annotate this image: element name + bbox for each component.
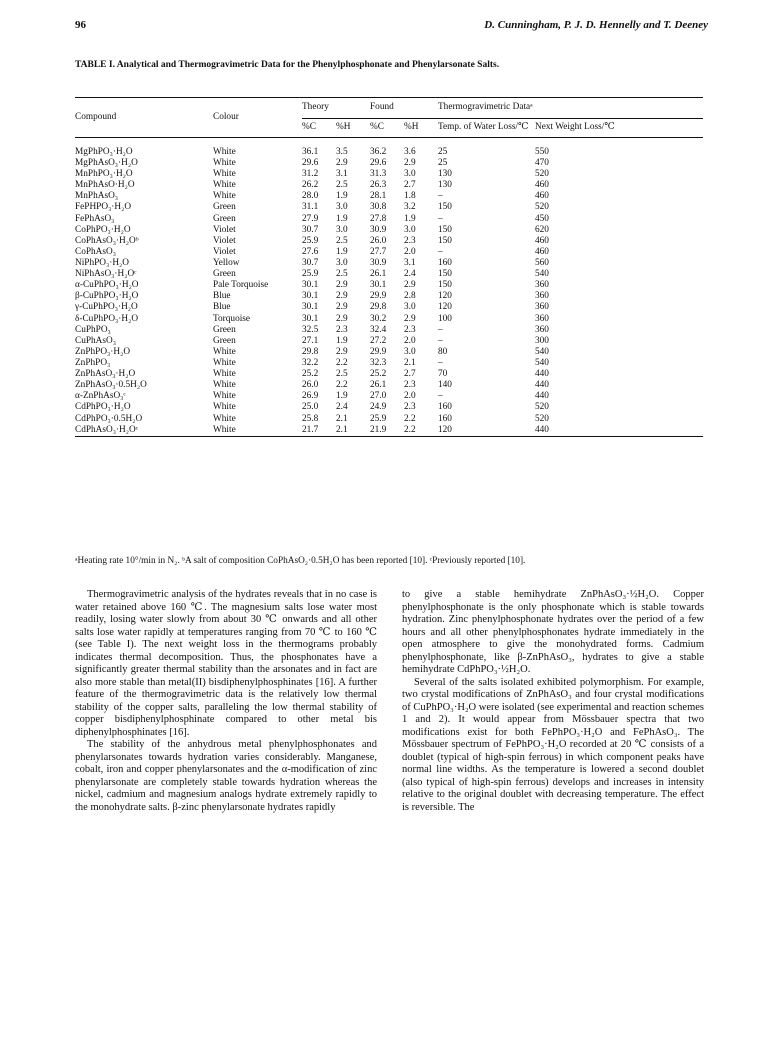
cell-compound: ZnPhAsO₃·H₂O: [75, 369, 136, 380]
cell-found-c: 30.8: [370, 202, 387, 213]
cell-compound: ZnPhAsO₃·0.5H₂O: [75, 380, 147, 391]
table-row: [75, 169, 703, 180]
cell-colour: Violet: [213, 235, 236, 246]
cell-water-temp: 120: [438, 425, 529, 437]
cell-found-c: 26.1: [370, 380, 387, 391]
cell-next-weight: 440: [535, 380, 549, 391]
cell-next-weight: 460: [535, 246, 549, 257]
table-row: [75, 247, 703, 258]
cell-theory-h: 2.9: [336, 346, 348, 357]
cell-found-h: 2.8: [404, 291, 416, 302]
cell-theory-h: 2.9: [336, 313, 348, 324]
cell-water-temp: 140: [438, 380, 452, 391]
body-paragraph: to give a stable hemihydrate ZnPhAsO₃·½H₂O. Copper phenylphosphonate is the only phosphonate which is stable towards hydration. Zinc phenylphosphonate hydrates over the period of a few hours and all other phenylphosphonates hydrate immediately in the open atmosphere to give the monohydrated forms. Cadmium phenylphosphonate, like β-ZnPhAsO₃, hydrates to give a stable hemihydrate CdPhPO₃·½H₂O.: [402, 589, 704, 675]
cell-compound: MnPhPO₃·H₂O: [75, 169, 133, 180]
table-footnote: ᵃHeating rate 10°/min in N₂. ᵇA salt of composition CoPhAsO₂·0.5H₂O has been reported [10]. ᶜPreviously reported [10].: [75, 556, 526, 566]
cell-next-weight: 360: [535, 291, 549, 302]
body-column-left: [75, 589, 377, 814]
cell-found-h: 3.6: [404, 146, 416, 157]
table-row: [75, 291, 703, 302]
cell-next-weight: 300: [535, 335, 549, 346]
cell-next-weight: 460: [535, 235, 549, 246]
cell-theory-h: 2.9: [336, 280, 348, 291]
cell-colour: White: [213, 158, 236, 169]
cell-colour: Violet: [213, 246, 236, 257]
table-row: [75, 414, 703, 425]
table-row: [75, 269, 703, 280]
cell-found-h: 1.8: [404, 191, 416, 202]
cell-water-temp: 150: [438, 235, 452, 246]
cell-theory-h: 3.0: [336, 258, 348, 268]
cell-found-h: 2.3: [404, 324, 416, 335]
cell-next-weight: 520: [535, 413, 549, 424]
cell-found-h: 2.1: [404, 357, 416, 368]
cell-compound: α-CuPhPO₃·H₂O: [75, 280, 139, 291]
table-row: [75, 236, 703, 247]
cell-theory-c: 25.9: [302, 235, 319, 246]
table-row: [75, 391, 703, 402]
cell-theory-h: 2.9: [336, 291, 348, 302]
col-header-found-h: %H: [404, 119, 438, 138]
cell-found-c: 27.2: [370, 335, 387, 346]
cell-compound: NiPhPO₃·H₂O: [75, 258, 130, 268]
cell-next-weight: 520: [535, 202, 549, 213]
data-table: [75, 97, 703, 437]
table-row: [75, 380, 703, 391]
cell-compound: α-ZnPhAsO₃ᶜ: [75, 391, 126, 402]
cell-water-temp: –: [438, 246, 443, 257]
table-row: [75, 180, 703, 191]
cell-colour: White: [213, 146, 236, 157]
table-row: [75, 358, 703, 369]
cell-theory-h: 3.0: [336, 202, 348, 213]
cell-theory-c: 30.7: [302, 258, 319, 268]
cell-theory-h: 2.9: [336, 302, 348, 313]
cell-water-temp: 150: [438, 269, 452, 280]
table-row: [75, 214, 703, 225]
cell-colour: White: [213, 402, 236, 413]
table-row: [75, 225, 703, 236]
table-row: [75, 369, 703, 380]
cell-theory-h: 1.9: [336, 191, 348, 202]
cell-water-temp: 160: [438, 402, 452, 413]
page-header: [75, 16, 708, 36]
cell-found-h: 2.3: [404, 402, 416, 413]
cell-colour: Yellow: [213, 258, 240, 268]
cell-water-temp: –: [438, 213, 443, 224]
cell-next-weight: 440: [535, 391, 549, 402]
table-row: [75, 158, 703, 169]
cell-water-temp: 160: [438, 258, 452, 268]
cell-theory-c: 27.1: [302, 335, 319, 346]
col-header-water-temp: Temp. of Water Loss/℃: [438, 119, 529, 138]
cell-next-weight: 440: [535, 369, 549, 380]
cell-theory-c: 30.1: [302, 291, 319, 302]
cell-colour: Blue: [213, 302, 231, 313]
data-table-wrapper: [75, 97, 703, 437]
cell-theory-c: 25.0: [302, 402, 319, 413]
table-row: [75, 325, 703, 336]
cell-colour: White: [213, 357, 236, 368]
cell-water-temp: 130: [438, 180, 452, 191]
cell-theory-h: 2.2: [336, 357, 348, 368]
cell-colour: Green: [213, 324, 236, 335]
page-number: 96: [75, 19, 86, 31]
cell-water-temp: 150: [438, 280, 452, 291]
table-header-row: [75, 98, 703, 119]
cell-compound: CdPhPO₃·0.5H₂O: [75, 413, 143, 424]
cell-theory-c: 27.6: [302, 246, 319, 257]
cell-next-weight: 620: [535, 224, 549, 235]
cell-compound: CdPhPO₃·H₂O: [75, 402, 131, 413]
cell-theory-h: 1.9: [336, 246, 348, 257]
cell-theory-c: 29.6: [302, 158, 319, 169]
cell-colour: Pale Torquoise: [213, 280, 269, 291]
cell-next-weight: 450: [535, 213, 549, 224]
cell-theory-c: 25.8: [302, 413, 319, 424]
cell-water-temp: 120: [438, 291, 452, 302]
cell-found-h: 2.0: [404, 335, 416, 346]
cell-found-h: 2.9: [404, 313, 416, 324]
cell-compound: CdPhAsO₃·H₂Oᶜ: [75, 425, 213, 437]
col-header-compound: Compound: [75, 98, 213, 138]
cell-water-temp: 160: [438, 413, 452, 424]
cell-found-h: 2.3: [404, 380, 416, 391]
cell-theory-h: 1.9: [336, 213, 348, 224]
cell-theory-c: 30.1: [302, 313, 319, 324]
cell-water-temp: 120: [438, 302, 452, 313]
cell-next-weight: 540: [535, 357, 549, 368]
cell-found-c: 27.7: [370, 246, 387, 257]
table-row: [75, 303, 703, 314]
cell-found-h: 2.4: [404, 269, 416, 280]
cell-found-h: 1.9: [404, 213, 416, 224]
cell-colour: White: [213, 169, 236, 180]
body-paragraph: The stability of the anhydrous metal phenylphosphonates and phenylarsonates towards hydration varies considerably. Manganese, cobalt, iron and copper phenylarsonates and the α-modification of zinc phenylarsonate are completely stable towards hydration whereas the nickel, cadmium and magnesium analogs hydrate extremely rapidly to the monohydrate salts. β-zinc phenylarsonate hydrates rapidly: [75, 739, 377, 813]
cell-next-weight: 520: [535, 402, 549, 413]
cell-found-c: 31.3: [370, 169, 387, 180]
cell-next-weight: 360: [535, 302, 549, 313]
cell-found-c: 29.6: [370, 158, 387, 169]
cell-colour: Blue: [213, 291, 231, 302]
cell-found-c: 25.2: [370, 369, 387, 380]
col-header-found-c: %C: [370, 119, 404, 138]
cell-theory-c: 25.9: [302, 269, 319, 280]
cell-found-h: 3.0: [404, 224, 416, 235]
cell-compound: CoPhPO₃·H₂O: [75, 224, 131, 235]
cell-water-temp: –: [438, 357, 443, 368]
cell-theory-c: 30.7: [302, 224, 319, 235]
cell-found-c: 28.1: [370, 191, 387, 202]
cell-compound: CoPhAsO₃: [75, 246, 116, 257]
cell-compound: β-CuPhPO₃·H₂O: [75, 291, 139, 302]
cell-found-h: 2.2: [404, 425, 438, 437]
cell-found-c: 29.8: [370, 302, 387, 313]
table-row: [75, 258, 703, 269]
cell-compound: MnPhAsO·H₂O: [75, 180, 135, 191]
cell-compound: γ-CuPhPO₃·H₂O: [75, 302, 138, 313]
cell-theory-h: 2.1: [336, 413, 348, 424]
cell-found-c: 30.1: [370, 280, 387, 291]
cell-compound: MgPhPO₃·H₂O: [75, 146, 133, 157]
cell-colour: White: [213, 191, 236, 202]
cell-water-temp: 80: [438, 346, 448, 357]
cell-found-c: 30.2: [370, 313, 387, 324]
cell-next-weight: 560: [535, 258, 549, 268]
cell-compound: δ-CuPhPO₃·H₂O: [75, 313, 139, 324]
cell-found-c: 32.3: [370, 357, 387, 368]
cell-colour: White: [213, 413, 236, 424]
cell-next-weight: 550: [535, 146, 549, 157]
cell-theory-c: 36.1: [302, 146, 319, 157]
cell-theory-c: 28.0: [302, 191, 319, 202]
cell-next-weight: 520: [535, 169, 549, 180]
cell-theory-c: 29.8: [302, 346, 319, 357]
table-row: [75, 336, 703, 347]
body-paragraph: Thermogravimetric analysis of the hydrates reveals that in no case is water retained above 160 ℃. The magnesium salts lose water most readily, losing water slowly from about 30 ℃ onwards and all other salts lose water rapidly at temperatures ranging from 70 ℃ to 160 ℃ (see Table I). The next weight loss in the thermograms probably indicates thermal decomposition. Thus, the phosphonates have a significantly greater thermal stability than the arsonates and in fact are also more stable than metal(II) bisdiphenylphosphinates [16]. A further feature of the thermogravimetric data is the relatively low thermal stability of the copper salts, paralleling the low thermal stability of copper bisdiphenylphosphinate compared to other metal bis diphenylphosphinates [16].: [75, 589, 377, 738]
cell-colour: Green: [213, 213, 236, 224]
col-header-colour: Colour: [213, 98, 302, 138]
col-header-theory-c: %C: [302, 119, 336, 138]
cell-water-temp: 150: [438, 224, 452, 235]
cell-theory-c: 31.1: [302, 202, 319, 213]
cell-theory-c: 26.9: [302, 391, 319, 402]
cell-next-weight: 460: [535, 180, 549, 191]
cell-colour: White: [213, 369, 236, 380]
cell-found-h: 3.2: [404, 202, 416, 213]
cell-colour: White: [213, 380, 236, 391]
cell-next-weight: 360: [535, 313, 549, 324]
cell-compound: MnPhAsO₃: [75, 191, 119, 202]
cell-found-c: 30.9: [370, 258, 387, 268]
cell-water-temp: –: [438, 391, 443, 402]
cell-water-temp: 150: [438, 202, 452, 213]
cell-theory-h: 2.5: [336, 369, 348, 380]
cell-found-h: 2.7: [404, 369, 416, 380]
cell-found-h: 2.0: [404, 246, 416, 257]
cell-found-c: 26.3: [370, 180, 387, 191]
cell-water-temp: 130: [438, 169, 452, 180]
cell-water-temp: 25: [438, 158, 448, 169]
cell-colour: Violet: [213, 224, 236, 235]
cell-found-c: 26.0: [370, 235, 387, 246]
cell-water-temp: 25: [438, 146, 448, 157]
cell-found-h: 2.0: [404, 391, 416, 402]
table-row: [75, 280, 703, 291]
cell-compound: ZnPhPO₃: [75, 357, 111, 368]
cell-theory-h: 1.9: [336, 391, 348, 402]
cell-compound: FePhAsO₃: [75, 213, 115, 224]
cell-compound: NiPhAsO₃·H₂Oᶜ: [75, 269, 137, 280]
cell-theory-h: 2.4: [336, 402, 348, 413]
cell-compound: CoPhAsO₃·H₂Oᵇ: [75, 235, 139, 246]
table-row: [75, 191, 703, 202]
cell-water-temp: 100: [438, 313, 452, 324]
body-column-right: [402, 589, 704, 814]
cell-found-c: 32.4: [370, 324, 387, 335]
cell-water-temp: –: [438, 335, 443, 346]
cell-compound: MgPhAsO₃·H₂O: [75, 158, 138, 169]
cell-colour: White: [213, 180, 236, 191]
cell-theory-h: 2.1: [336, 425, 370, 437]
cell-colour: Green: [213, 202, 236, 213]
col-header-theory: Theory: [302, 98, 370, 119]
table-row: [75, 203, 703, 214]
cell-found-h: 2.3: [404, 235, 416, 246]
cell-water-temp: –: [438, 324, 443, 335]
cell-next-weight: 540: [535, 346, 549, 357]
cell-theory-c: 32.5: [302, 324, 319, 335]
table-row: [75, 147, 703, 158]
cell-theory-h: 2.9: [336, 158, 348, 169]
cell-water-temp: –: [438, 191, 443, 202]
cell-theory-h: 3.1: [336, 169, 348, 180]
cell-theory-h: 3.5: [336, 146, 348, 157]
col-header-theory-h: %H: [336, 119, 370, 138]
cell-theory-h: 2.5: [336, 269, 348, 280]
cell-theory-c: 30.1: [302, 302, 319, 313]
cell-found-c: 29.9: [370, 291, 387, 302]
cell-found-h: 3.0: [404, 346, 416, 357]
cell-found-h: 2.9: [404, 280, 416, 291]
table-row: [75, 425, 703, 437]
cell-found-h: 3.1: [404, 258, 416, 268]
cell-found-c: 27.0: [370, 391, 387, 402]
table-row: [75, 403, 703, 414]
cell-found-c: 29.9: [370, 346, 387, 357]
table-row: [75, 347, 703, 358]
cell-colour: Green: [213, 269, 236, 280]
cell-theory-c: 26.2: [302, 180, 319, 191]
cell-found-c: 24.9: [370, 402, 387, 413]
cell-next-weight: 360: [535, 324, 549, 335]
cell-water-temp: 70: [438, 369, 448, 380]
cell-theory-h: 2.5: [336, 180, 348, 191]
cell-theory-c: 25.2: [302, 369, 319, 380]
cell-theory-h: 1.9: [336, 335, 348, 346]
cell-found-c: 21.9: [370, 425, 404, 437]
body-paragraph: Several of the salts isolated exhibited polymorphism. For example, two crystal modifications of ZnPhAsO₃ and four crystal modifications of CuPhPO₃·H₂O were isolated (see experimental and reaction schemes 1 and 2). It would appear from Mössbauer spectra that two modifications exist for both FePhPO₃·H₂O and FePhAsO₃. The Mössbauer spectrum of FePhPO₃·H₂O recorded at 20 ℃ consists of a doublet (typical of high-spin ferrous) in which component peaks have normal line widths. As the temperature is lowered a second doublet (also typical of high-spin ferrous) develops and increases in intensity relative to the original doublet with decreasing temperature. The effect is reversible. The: [402, 676, 704, 813]
cell-theory-h: 2.2: [336, 380, 348, 391]
cell-found-h: 3.0: [404, 302, 416, 313]
cell-compound: FePHPO₃·H₂O: [75, 202, 132, 213]
cell-colour: White: [213, 425, 302, 437]
cell-next-weight: 440: [529, 425, 703, 437]
cell-found-h: 2.2: [404, 413, 416, 424]
cell-found-c: 25.9: [370, 413, 387, 424]
cell-found-c: 30.9: [370, 224, 387, 235]
table-row: [75, 314, 703, 325]
cell-colour: Green: [213, 335, 236, 346]
cell-found-c: 26.1: [370, 269, 387, 280]
col-header-next-weight: Next Weight Loss/℃: [529, 119, 703, 138]
cell-theory-h: 2.5: [336, 235, 348, 246]
cell-compound: CuPhAsO₃: [75, 335, 116, 346]
cell-theory-c: 21.7: [302, 425, 336, 437]
cell-found-h: 3.0: [404, 169, 416, 180]
col-header-thermo: Thermogravimetric Dataᵃ: [438, 98, 703, 119]
cell-found-h: 2.7: [404, 180, 416, 191]
cell-next-weight: 470: [535, 158, 549, 169]
cell-next-weight: 460: [535, 191, 549, 202]
cell-compound: CuPhPO₃: [75, 324, 111, 335]
cell-theory-h: 2.3: [336, 324, 348, 335]
cell-next-weight: 540: [535, 269, 549, 280]
cell-theory-h: 3.0: [336, 224, 348, 235]
cell-colour: White: [213, 346, 236, 357]
cell-theory-c: 31.2: [302, 169, 319, 180]
table-caption: TABLE I. Analytical and Thermogravimetric Data for the Phenylphosphonate and Phenylarsonate Salts.: [75, 60, 500, 70]
cell-found-c: 36.2: [370, 146, 387, 157]
cell-theory-c: 30.1: [302, 280, 319, 291]
cell-next-weight: 360: [535, 280, 549, 291]
cell-theory-c: 27.9: [302, 213, 319, 224]
cell-found-h: 2.9: [404, 158, 416, 169]
cell-theory-c: 26.0: [302, 380, 319, 391]
cell-colour: Torquoise: [213, 313, 251, 324]
col-header-found: Found: [370, 98, 438, 119]
running-title: D. Cunningham, P. J. D. Hennelly and T. Deeney: [484, 19, 708, 31]
cell-theory-c: 32.2: [302, 357, 319, 368]
cell-compound: ZnPhPO₃·H₂O: [75, 346, 131, 357]
cell-colour: White: [213, 391, 236, 402]
cell-found-c: 27.8: [370, 213, 387, 224]
